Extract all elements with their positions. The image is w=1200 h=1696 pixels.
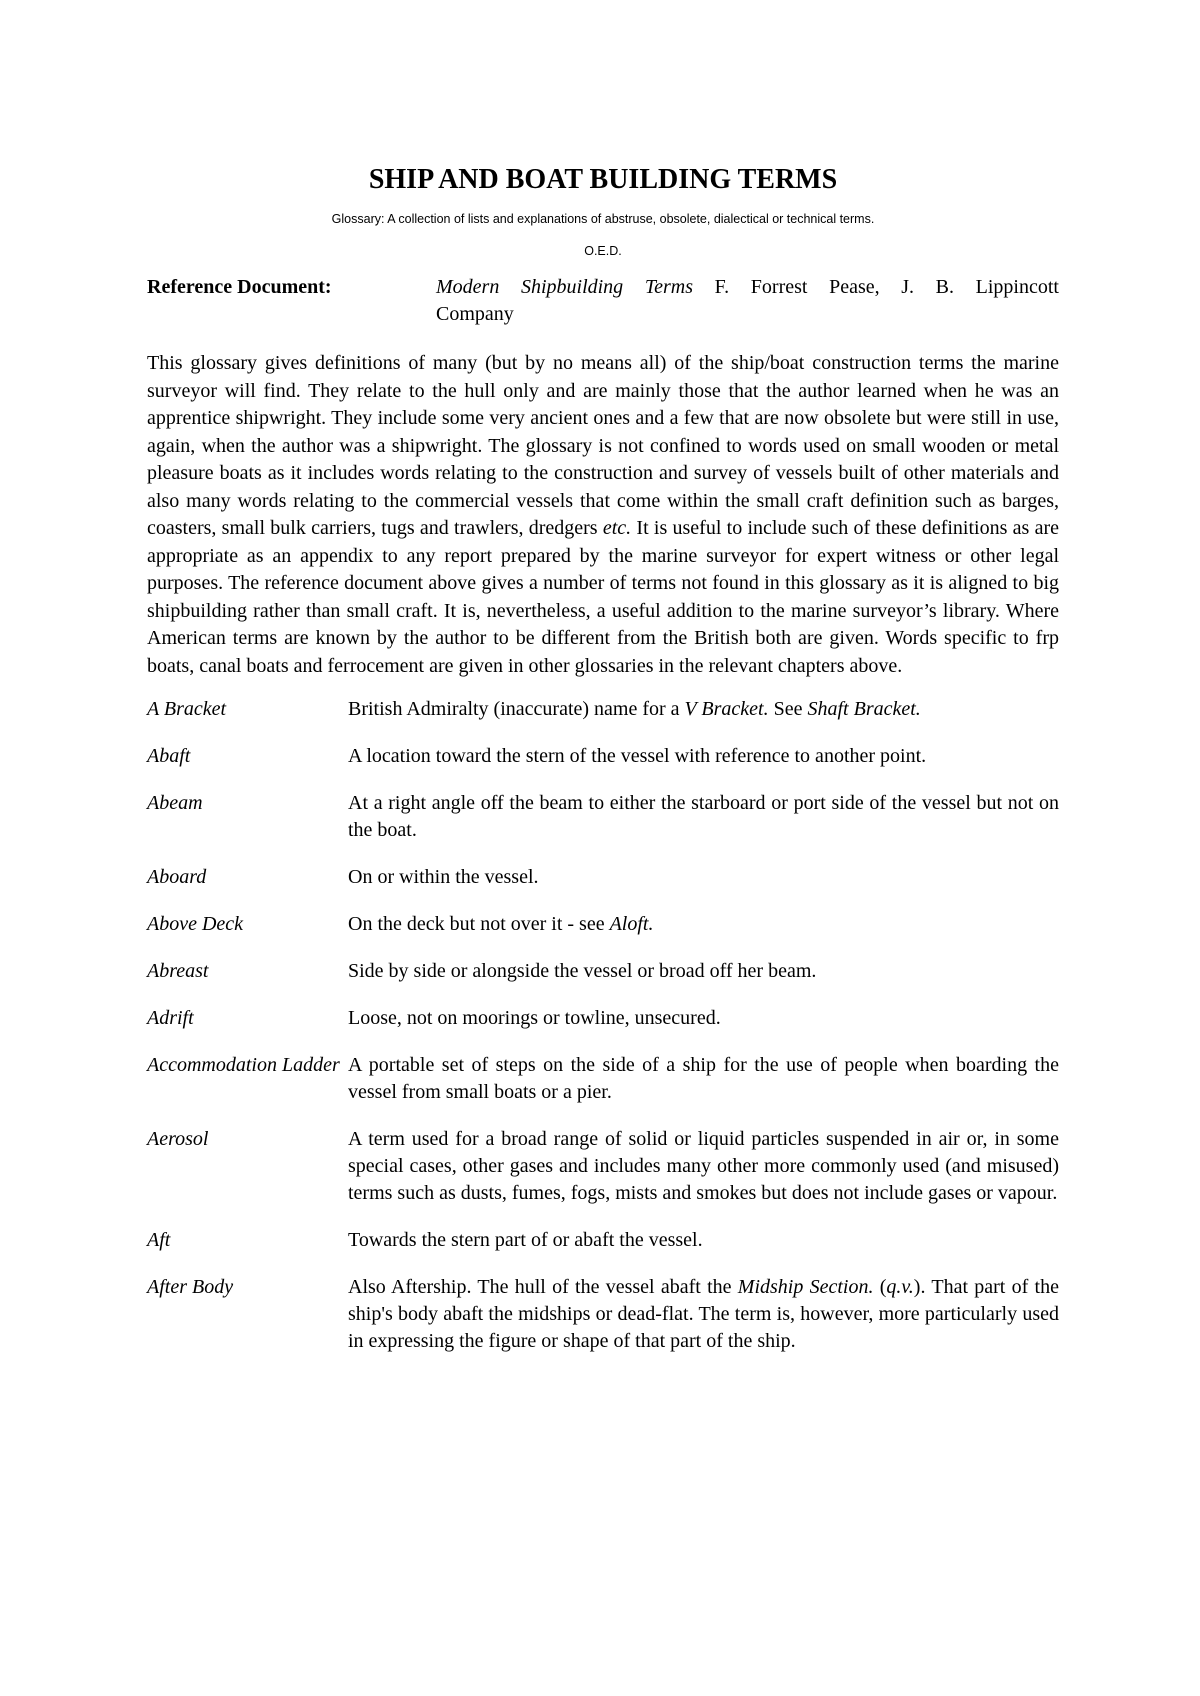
intro-etc: etc.: [602, 517, 632, 539]
intro-text-1: This glossary gives definitions of many (but by no means all) of the ship/boat construction terms the marine surveyor will find. They relate to the hull only and are mainly those that the author learned when he was an apprentice shipwright. They include some very ancient ones and a few that are now obsolete but were still in use, again, when the author was a shipwright. The glossary is not confined to words used on small wooden or metal pleasure boats as it includes words relating to the construction and survey of vessels built of other materials and also many words relating to the commercial vessels that come within the small craft definition such as barges, coasters, small bulk carriers, tugs and trawlers, dredgers: [147, 352, 1059, 539]
glossary-definition: [348, 1005, 1059, 1032]
glossary-entry: [147, 1227, 1059, 1254]
definition-crossref: V Bracket.: [684, 698, 769, 720]
glossary-definition: [348, 1227, 1059, 1254]
definition-text: A location toward the stern of the vessel with reference to another point.: [348, 745, 927, 767]
glossary-definition: [348, 958, 1059, 985]
glossary-term: Abeam: [147, 792, 203, 814]
definition-text: A term used for a broad range of solid or liquid particles suspended in air or, in some special cases, other gases and includes many other more commonly used (and misused) terms such as dusts, fumes, fogs, mists and smokes but does not include gases or vapour.: [348, 1128, 1059, 1204]
glossary-entry: [147, 1274, 1059, 1355]
glossary-definition: [348, 1274, 1059, 1355]
glossary-term: A Bracket: [147, 698, 227, 720]
glossary-entry: [147, 911, 1059, 938]
glossary-term: Aerosol: [147, 1128, 209, 1150]
glossary-term: After Body: [147, 1276, 234, 1298]
reference-publisher: F. Forrest Pease, J. B. Lippincott Company: [436, 276, 1059, 325]
definition-crossref: Aloft.: [609, 913, 654, 935]
glossary-definition: [348, 1052, 1059, 1106]
reference-title: Modern Shipbuilding Terms: [436, 276, 693, 298]
definition-text: Also Aftership. The hull of the vessel abaft the: [348, 1276, 738, 1298]
intro-text-2: It is useful to include such of these definitions as are appropriate as an appendix to any report prepared by the marine surveyor for expert witness or other legal purposes. The reference document above gives a number of terms not found in this glossary as it is aligned to big shipbuilding rather than small craft. It is, nevertheless, a useful addition to the marine surveyor’s library. Where American terms are known by the author to be different from the British both are given. Words specific to frp boats, canal boats and ferrocement are given in other glossaries in the relevant chapters above.: [147, 517, 1059, 677]
definition-crossref: q.v.: [886, 1276, 914, 1298]
glossary-term: Aboard: [147, 866, 207, 888]
glossary-subtitle: Glossary: A collection of lists and explanations of abstruse, obsolete, dialectical or technical terms.: [331, 212, 875, 226]
glossary-entry: [147, 864, 1059, 891]
glossary-entry: [147, 1005, 1059, 1032]
glossary-term: Accommodation Ladder: [147, 1054, 340, 1076]
definition-crossref: Midship Section.: [737, 1276, 874, 1298]
definition-crossref: Shaft Bracket.: [807, 698, 921, 720]
definition-text: On or within the vessel.: [348, 866, 539, 888]
definition-text: ). That part of the ship's body abaft the midships or dead-flat. The term is, however, more particularly used in expressing the figure or shape of that part of the ship.: [348, 1276, 1059, 1352]
glossary-entry: [147, 696, 1059, 723]
definition-text: (: [873, 1276, 887, 1298]
glossary-entry: [147, 1126, 1059, 1207]
definition-text: Loose, not on moorings or towline, unsecured.: [348, 1007, 721, 1029]
glossary-definition: [348, 1126, 1059, 1207]
document-page: [147, 160, 1059, 1375]
glossary-list: [147, 696, 1059, 1355]
reference-document: [147, 274, 1059, 328]
glossary-entry: [147, 790, 1059, 844]
glossary-entry: [147, 1052, 1059, 1106]
glossary-term: Aft: [147, 1229, 171, 1251]
reference-value: [436, 274, 1059, 328]
glossary-entry: [147, 958, 1059, 985]
glossary-term: Above Deck: [147, 913, 244, 935]
source-attribution: O.E.D.: [584, 244, 622, 258]
glossary-term: Abaft: [147, 745, 191, 767]
definition-text: On the deck but not over it - see: [348, 913, 610, 935]
glossary-definition: [348, 790, 1059, 844]
definition-text: British Admiralty (inaccurate) name for a: [348, 698, 685, 720]
definition-text: Side by side or alongside the vessel or broad off her beam.: [348, 960, 817, 982]
glossary-entry: [147, 743, 1059, 770]
definition-text: At a right angle off the beam to either the starboard or port side of the vessel but not on the boat.: [348, 792, 1059, 841]
definition-text: Towards the stern part of or abaft the vessel.: [348, 1229, 703, 1251]
glossary-term: Abreast: [147, 960, 209, 982]
reference-label: Reference Document:: [147, 276, 332, 298]
intro-paragraph: [147, 350, 1059, 680]
glossary-definition: [348, 911, 1059, 938]
glossary-definition: [348, 743, 1059, 770]
definition-text: A portable set of steps on the side of a ship for the use of people when boarding the vessel from small boats or a pier.: [348, 1054, 1059, 1103]
glossary-definition: [348, 864, 1059, 891]
glossary-definition: [348, 696, 1059, 723]
glossary-term: Adrift: [147, 1007, 194, 1029]
definition-text: See: [768, 698, 808, 720]
page-title: SHIP AND BOAT BUILDING TERMS: [368, 164, 838, 195]
